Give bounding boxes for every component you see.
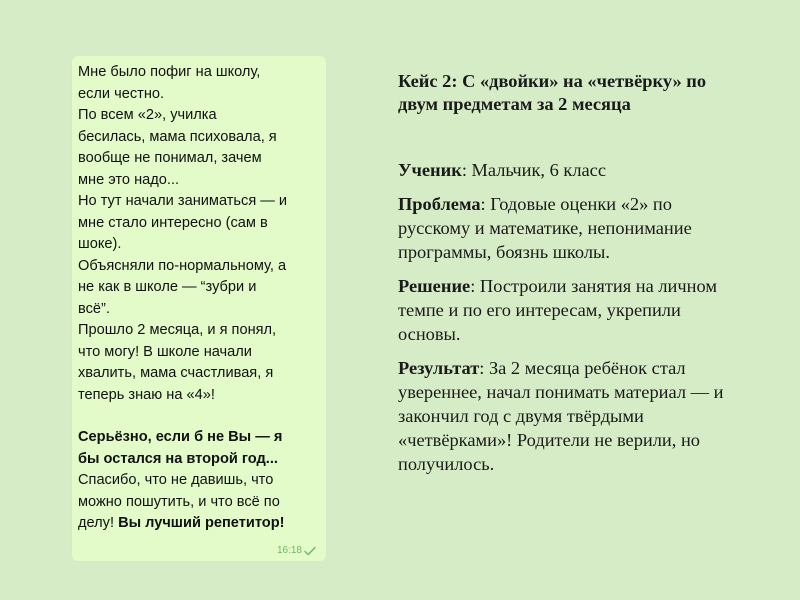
message-line: не как в школе — “зубри и: [78, 279, 257, 295]
message-line-last: [78, 513, 314, 535]
message-line: можно пошутить, и что всё по: [78, 493, 280, 510]
message-line: всё”.: [78, 300, 110, 317]
message-line: мне стало интересно (сам в: [78, 214, 268, 231]
message-timestamp: 16:18: [276, 545, 302, 556]
result-section: [398, 356, 738, 476]
message-text-plain: делу!: [78, 515, 119, 531]
message-line: Объясняли по-нормальному, а: [78, 257, 287, 274]
message-line: хвалить, мама счастливая, я: [78, 365, 274, 381]
check-icon: [304, 546, 316, 556]
message-line: теперь знаю на «4»!: [78, 386, 215, 403]
message-line: По всем «2», училка: [78, 107, 217, 123]
message-line: вообще не понимал, зачем: [78, 150, 262, 166]
message-text-bold: Вы лучший репетитор!: [118, 515, 285, 531]
problem-text: : Годовые оценки «2» по русскому и математике, непонимание программы, боязнь школы.: [398, 194, 692, 262]
student-text: : Мальчик, 6 класс: [461, 160, 606, 180]
chat-message-bubble: [72, 56, 326, 561]
message-line: мне это надо...: [78, 171, 180, 188]
message-meta: [277, 545, 316, 556]
message-line-bold: бы остался на второй год...: [78, 450, 278, 467]
message-line: Но тут начали заниматься — и: [78, 193, 288, 209]
result-text: : За 2 месяца ребёнок стал увереннее, начал понимать материал — и закончил год с двумя твёрдыми «четвёрками»! Родители не верили, но получилось.: [398, 358, 724, 474]
case-description: [398, 70, 788, 486]
paragraph-gap: [78, 406, 314, 427]
message-line: Спасибо, что не давишь, что: [78, 472, 274, 488]
message-line: что могу! В школе начали: [78, 343, 252, 360]
message-text: [78, 62, 314, 535]
message-line: если честно.: [78, 85, 165, 102]
student-label: Ученик: [398, 160, 462, 180]
problem-label: Проблема: [398, 194, 481, 214]
student-section: [398, 158, 738, 182]
solution-text: : Построили занятия на личном темпе и по его интересам, укрепили основы.: [398, 276, 717, 344]
message-line: шоке).: [78, 236, 122, 252]
message-line: Мне было пофиг на школу,: [78, 64, 261, 80]
message-line-bold: Серьёзно, если б не Вы — я: [78, 429, 283, 445]
solution-label: Решение: [398, 276, 471, 296]
message-line: бесилась, мама психовала, я: [78, 128, 277, 145]
problem-section: [398, 192, 738, 264]
message-line: Прошло 2 месяца, и я понял,: [78, 322, 277, 338]
case-title: Кейс 2: С «двойки» на «четвёрку» по двум предметам за 2 месяца: [398, 71, 707, 114]
solution-section: [398, 274, 738, 346]
result-label: Результат: [398, 358, 480, 378]
